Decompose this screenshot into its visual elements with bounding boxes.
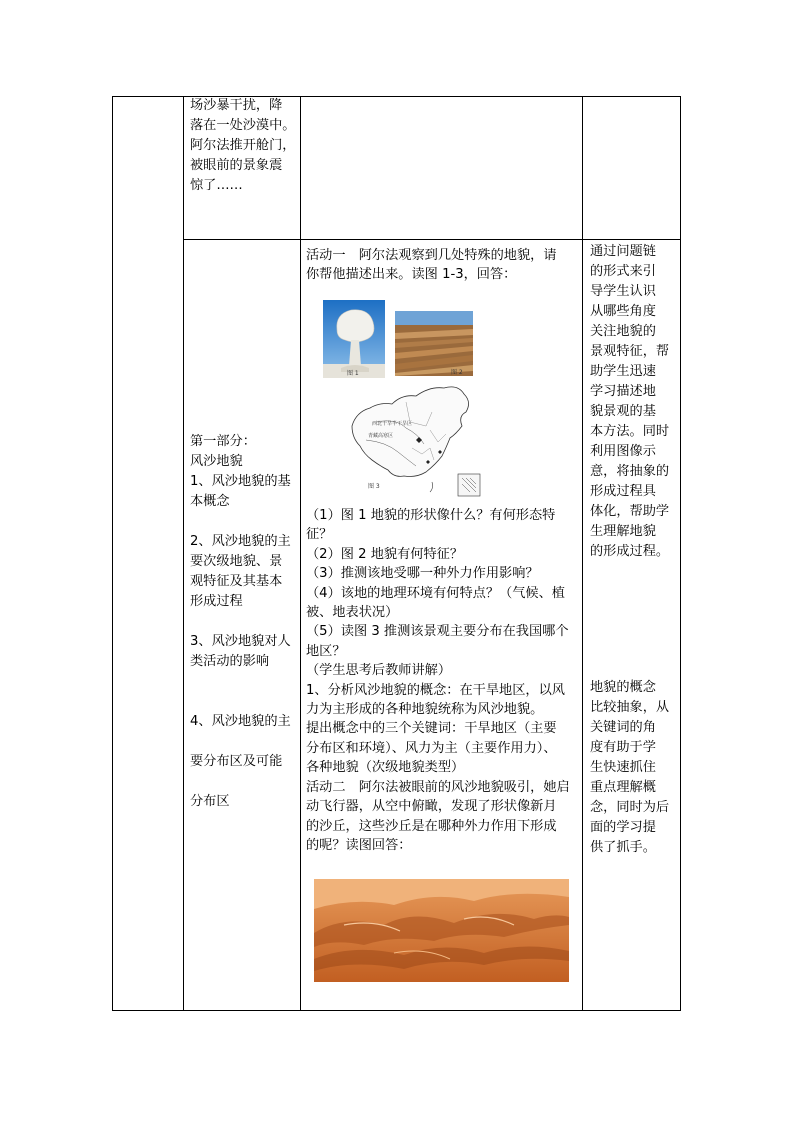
note-line: 本方法。同时 bbox=[590, 424, 670, 439]
question-line: 分布区和环境）、风力为主（主要作用力）、 bbox=[306, 740, 557, 756]
question-line: （3）推测该地受哪一种外力作用影响？ bbox=[306, 566, 539, 582]
table-col-divider-2 bbox=[300, 96, 301, 1011]
note-line: 通过问题链 bbox=[590, 244, 656, 259]
question-line: 各种地貌（次级地貌类型） bbox=[306, 760, 465, 776]
note-line: 学习描述地 bbox=[590, 384, 656, 399]
story-line: 惊了…… bbox=[190, 178, 243, 193]
question-line: （4）该地的地理环境有何特点？（气候、植 bbox=[306, 585, 565, 601]
question-line: 征？ bbox=[306, 527, 333, 543]
note-line: 面的学习提 bbox=[590, 820, 656, 835]
outline-item: 要次级地貌、景 bbox=[190, 554, 283, 569]
question-line: （5）读图 3 推测该景观主要分布在我国哪个 bbox=[306, 624, 569, 640]
figure-3-china-map bbox=[346, 382, 486, 498]
note-line: 形成过程具 bbox=[590, 484, 656, 499]
note-line: 景观特征，帮 bbox=[590, 344, 670, 359]
question-line: （学生思考后教师讲解） bbox=[306, 663, 452, 679]
note-line: 生理解地貌 bbox=[590, 524, 656, 539]
note-line: 助学生迅速 bbox=[590, 364, 656, 379]
note-line: 利用图像示 bbox=[590, 444, 656, 459]
note-line: 体化，帮助学 bbox=[590, 504, 670, 519]
note-line: 关键词的角 bbox=[590, 720, 656, 735]
story-cell bbox=[190, 96, 302, 196]
table-row-divider bbox=[183, 239, 681, 240]
map-label-northwest: 西北干旱半干旱区 bbox=[372, 421, 413, 427]
note-line: 导学生认识 bbox=[590, 284, 656, 299]
note-line: 比较抽象，从 bbox=[590, 700, 670, 715]
note-line: 地貌的概念 bbox=[590, 680, 656, 695]
activity-line: 你帮他描述出来。读图 1-3，回答： bbox=[306, 267, 517, 283]
figure-1-mushroom-rock bbox=[323, 300, 385, 378]
note-line: 关注地貌的 bbox=[590, 324, 656, 339]
question-line: 被、地表状况） bbox=[306, 605, 399, 621]
story-line: 被眼前的景象震 bbox=[190, 158, 283, 173]
design-notes-1 bbox=[590, 242, 680, 562]
story-line: 场沙暴干扰，降 bbox=[190, 98, 283, 113]
story-line: 阿尔法推开舱门， bbox=[190, 138, 296, 153]
note-line: 的形式来引 bbox=[590, 264, 656, 279]
outline-item: 类活动的影响 bbox=[190, 654, 270, 669]
note-line: 供了抓手。 bbox=[590, 840, 656, 855]
question-line: （2）图 2 地貌有何特征？ bbox=[306, 546, 464, 562]
table-col-divider-3 bbox=[582, 96, 583, 1011]
outline-item: 4、风沙地貌的主 bbox=[190, 714, 291, 729]
outline-cell bbox=[190, 432, 300, 812]
question-line: 动飞行器，从空中俯瞰，发现了形状像新月 bbox=[306, 799, 557, 815]
map-label-tibet: 青藏高寒区 bbox=[368, 433, 394, 439]
note-line: 度有助于学 bbox=[590, 740, 656, 755]
outline-item: 观特征及其基本 bbox=[190, 574, 283, 589]
figure-1-caption: 图 1 bbox=[347, 370, 359, 377]
table-border-left bbox=[112, 96, 113, 1011]
figure-2-caption: 图 2 bbox=[451, 369, 463, 376]
table-col-divider-1 bbox=[183, 96, 184, 1011]
note-line: 貌景观的基 bbox=[590, 404, 656, 419]
part-subtitle: 风沙地貌 bbox=[190, 454, 243, 469]
table-border-right bbox=[680, 96, 681, 1011]
figure-sand-dunes-photo bbox=[314, 879, 569, 982]
note-line: 念，同时为后 bbox=[590, 800, 670, 815]
question-line: 活动二 阿尔法被眼前的风沙地貌吸引，她启 bbox=[306, 779, 570, 795]
outline-item: 本概念 bbox=[190, 494, 230, 509]
figure-2-yardang-landform bbox=[395, 311, 473, 376]
activity-questions bbox=[306, 506, 578, 855]
outline-item: 2、风沙地貌的主 bbox=[190, 534, 291, 549]
activity-intro bbox=[306, 246, 578, 285]
outline-item: 要分布区及可能 bbox=[190, 754, 283, 769]
question-line: 1、分析风沙地貌的概念：在干旱地区，以风 bbox=[306, 682, 565, 698]
story-line: 落在一处沙漠中。 bbox=[190, 118, 296, 133]
question-line: （1）图 1 地貌的形状像什么？有何形态特 bbox=[306, 508, 556, 523]
table-border-bottom bbox=[112, 1010, 681, 1011]
note-line: 从哪些角度 bbox=[590, 304, 656, 319]
outline-item: 分布区 bbox=[190, 794, 230, 809]
activity-line: 活动一 阿尔法观察到几处特殊的地貌，请 bbox=[306, 248, 557, 263]
question-line: 力为主形成的各种地貌统称为风沙地貌。 bbox=[306, 702, 544, 718]
figure-3-caption: 图 3 bbox=[368, 483, 380, 490]
note-line: 重点理解概 bbox=[590, 780, 656, 795]
question-line: 地区？ bbox=[306, 643, 346, 659]
outline-item: 形成过程 bbox=[190, 594, 243, 609]
part-title: 第一部分： bbox=[190, 434, 256, 449]
question-line: 提出概念中的三个关键词：干旱地区（主要 bbox=[306, 721, 557, 737]
question-line: 的沙丘，这些沙丘是在哪种外力作用下形成 bbox=[306, 818, 557, 834]
note-line: 意，将抽象的 bbox=[590, 464, 670, 479]
question-line: 的呢？读图回答： bbox=[306, 837, 412, 853]
outline-item: 1、风沙地貌的基 bbox=[190, 474, 291, 489]
note-line: 的形成过程。 bbox=[590, 544, 670, 559]
design-notes-2 bbox=[590, 678, 680, 858]
outline-item: 3、风沙地貌对人 bbox=[190, 634, 291, 649]
note-line: 生快速抓住 bbox=[590, 760, 656, 775]
